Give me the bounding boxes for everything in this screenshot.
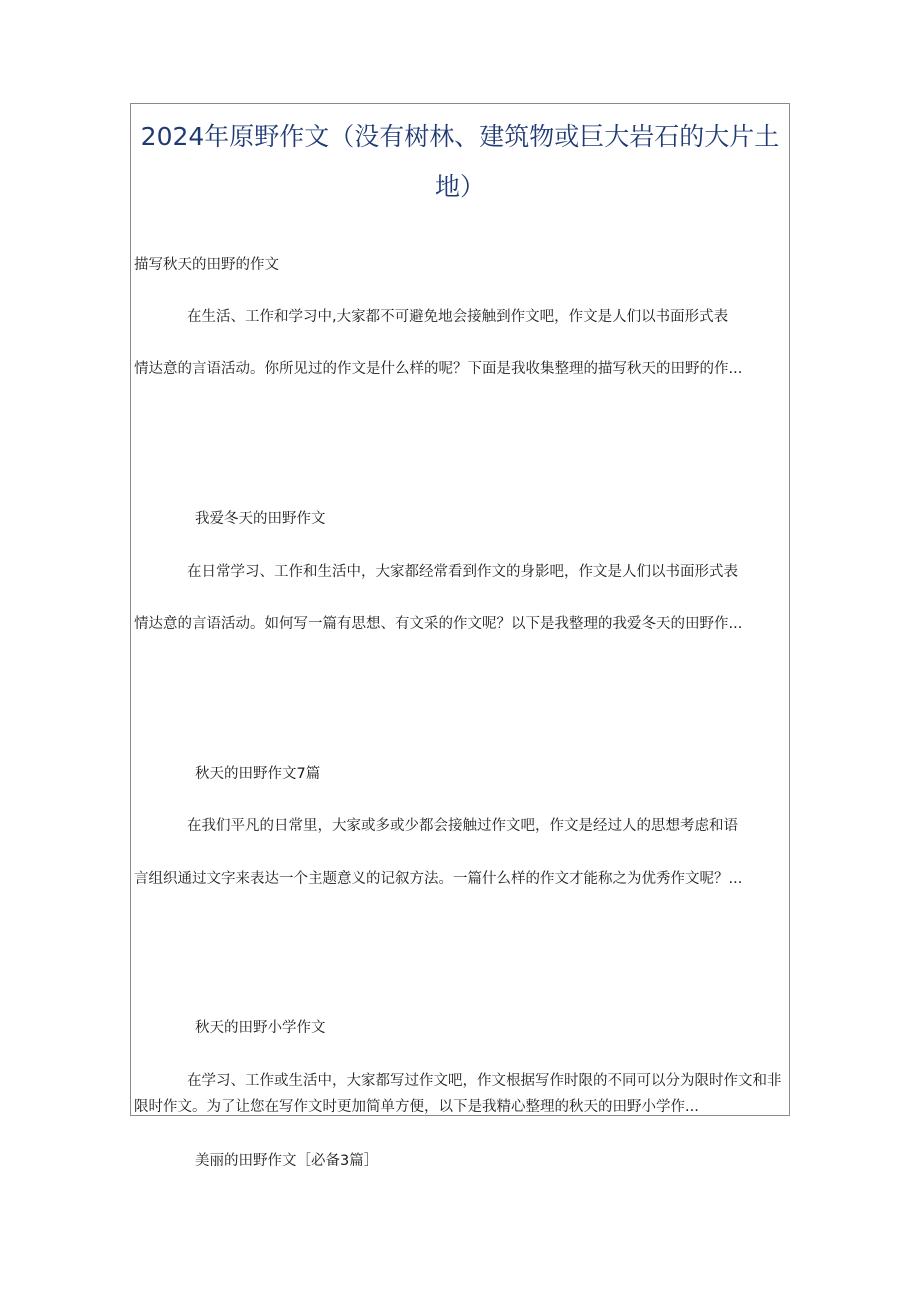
paragraph-line: 在日常学习、工作和生活中，大家都经常看到作文的身影吧，作文是人们以书面形式表	[187, 564, 738, 580]
section-heading: 描写秋天的田野的作文	[134, 257, 279, 273]
section-heading: 秋天的田野小学作文	[195, 1020, 326, 1036]
paragraph-line: 在我们平凡的日常里，大家或多或少都会接触过作文吧，作文是经过人的思想考虑和语	[187, 818, 738, 834]
paragraph-line: 言组织通过文字来表达一个主题意义的记叙方法。一篇什么样的作文才能称之为优秀作文呢？...	[134, 871, 743, 887]
paragraph-line: 在学习、工作或生活中，大家都写过作文吧，作文根据写作时限的不同可以分为限时作文和非	[187, 1073, 782, 1089]
paragraph-line: 在生活、工作和学习中,大家都不可避免地会接触到作文吧，作文是人们以书面形式表	[187, 309, 729, 325]
paragraph-line: 限时作文。为了让您在写作文时更加简单方便，以下是我精心整理的秋天的田野小学作...	[134, 1099, 699, 1115]
document-title: 2024年原野作文（没有树林、建筑物或巨大岩石的大片土地）	[140, 122, 780, 201]
paragraph-line: 情达意的言语活动。如何写一篇有思想、有文采的作文呢？以下是我整理的我爱冬天的田野作...	[134, 616, 743, 632]
section-heading: 秋天的田野作文7篇	[195, 766, 321, 782]
paragraph-line: 情达意的言语活动。你所见过的作文是什么样的呢？下面是我收集整理的描写秋天的田野的作...	[134, 361, 743, 377]
section-heading: 美丽的田野作文［必备3篇］	[195, 1153, 379, 1169]
section-heading: 我爱冬天的田野作文	[195, 511, 326, 527]
